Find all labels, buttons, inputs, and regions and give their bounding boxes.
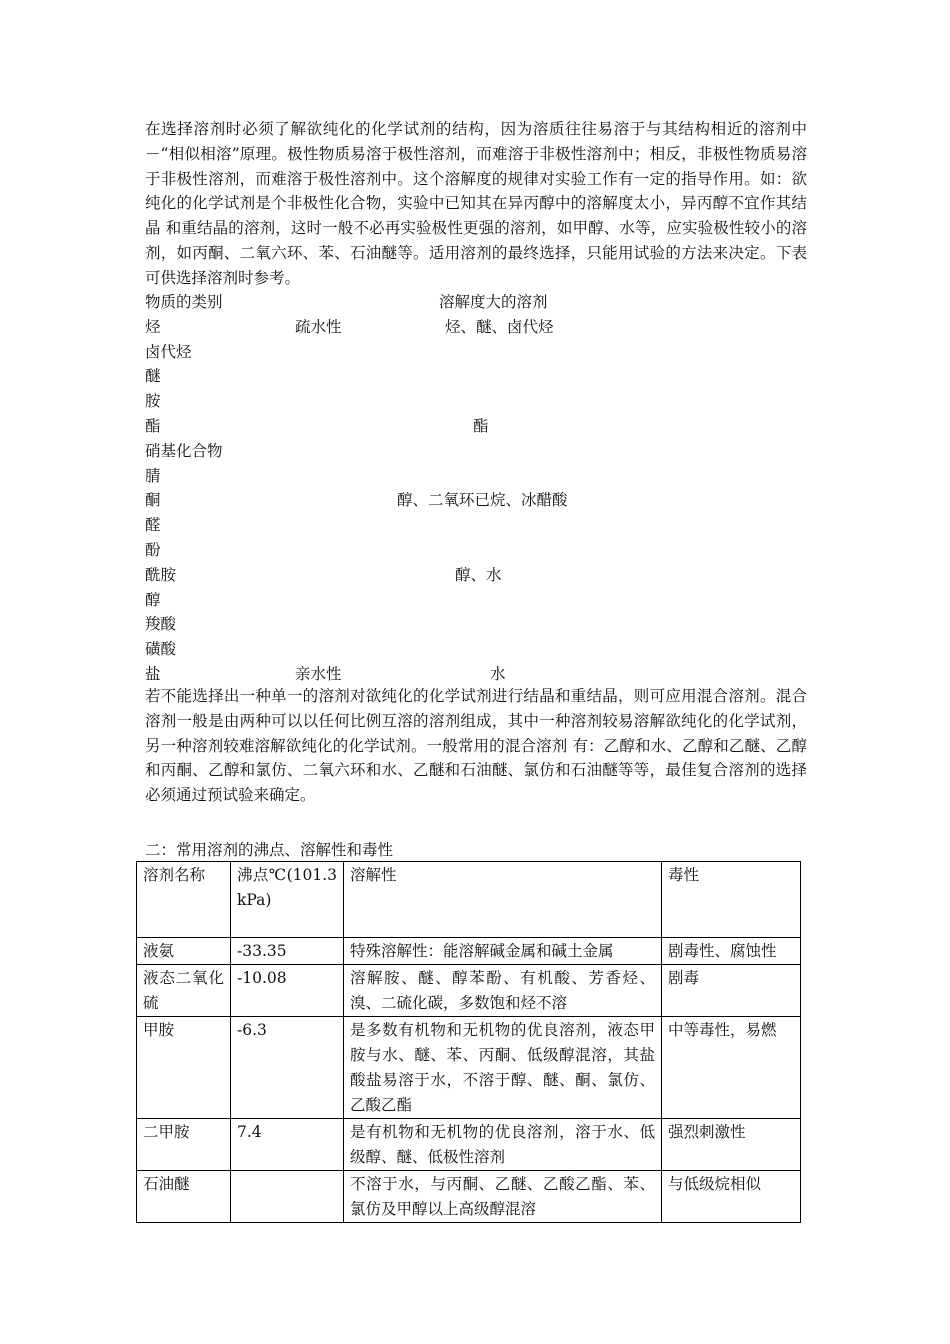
cell-boiling-point: -6.3: [231, 1017, 344, 1119]
cell-toxicity: 剧毒: [662, 965, 801, 1017]
cell-solubility: 不溶于水，与丙酮、乙醚、乙酸乙酯、苯、氯仿及甲醇以上高级醇混溶: [344, 1171, 662, 1223]
category: 盐: [145, 664, 161, 683]
list-item: [145, 563, 807, 588]
solvent: 酯: [473, 416, 489, 435]
header-solubility: 溶解性: [344, 862, 662, 938]
header-name: 溶剂名称: [137, 862, 231, 938]
list-item: [145, 315, 807, 340]
cell-toxicity: 与低级烷相似: [662, 1171, 801, 1223]
category: 醚: [145, 367, 161, 386]
solvent-header: 溶解度大的溶剂: [439, 293, 548, 311]
list-item: [145, 488, 807, 513]
list-item: [145, 364, 807, 389]
category: 醇: [145, 590, 161, 609]
category: 卤代烃: [145, 342, 192, 361]
list-item: [145, 389, 807, 414]
category: 酮: [145, 491, 161, 510]
header-toxicity: 毒性: [662, 862, 801, 938]
cell-toxicity: 中等毒性，易燃: [662, 1017, 801, 1119]
table-row: [137, 1017, 801, 1119]
cell-name: 液态二氧化硫: [137, 965, 231, 1017]
cell-boiling-point: -10.08: [231, 965, 344, 1017]
category: 酚: [145, 540, 161, 559]
cell-solubility: 溶解胺、醚、醇苯酚、有机酸、芳香烃、溴、二硫化碳，多数饱和烃不溶: [344, 965, 662, 1017]
solvent-selection-list: [145, 290, 807, 687]
cell-name: 二甲胺: [137, 1119, 231, 1171]
table-row: [137, 965, 801, 1017]
list-header: [145, 290, 807, 315]
solvent-properties-table: [136, 861, 801, 1223]
category-header: 物质的类别: [145, 293, 223, 311]
cell-name: 液氨: [137, 938, 231, 965]
category: 腈: [145, 466, 161, 485]
property: 疏水性: [295, 317, 342, 336]
solvent: 醇、水: [455, 565, 502, 584]
cell-boiling-point: [231, 1171, 344, 1223]
table-row: [137, 1119, 801, 1171]
table-header-row: [137, 862, 801, 938]
list-item: [145, 414, 807, 439]
mixed-solvent-paragraph: 若不能选择出一种单一的溶剂对欲纯化的化学试剂进行结晶和重结晶，则可应用混合溶剂。混合溶剂一般是由两种可以以任何比例互溶的溶剂组成，其中一种溶剂较易溶解欲纯化的化学试剂，另一种溶剂较难溶解欲纯化的化学试剂。一般常用的混合溶剂 有：乙醇和水、乙醇和乙醚、乙醇和丙酮、乙醇和氯仿、二氧六环和水、乙醚和石油醚、氯仿和石油醚等等，最佳复合溶剂的选择必须通过预试验来确定。: [145, 687, 807, 805]
list-item: [145, 538, 807, 563]
solvent: 水: [490, 664, 506, 683]
list-item: [145, 340, 807, 365]
list-item: [145, 612, 807, 637]
table-row: [137, 1171, 801, 1223]
list-item: [145, 439, 807, 464]
category: 醛: [145, 516, 161, 535]
category: 酯: [145, 416, 161, 435]
list-item: [145, 588, 807, 613]
cell-boiling-point: -33.35: [231, 938, 344, 965]
list-item: [145, 513, 807, 538]
section-title: 二：常用溶剂的沸点、溶解性和毒性: [145, 841, 394, 859]
category: 胺: [145, 392, 161, 411]
intro-paragraph: 在选择溶剂时必须了解欲纯化的化学试剂的结构，因为溶质往往易溶于与其结构相近的溶剂中－“相似相溶”原理。极性物质易溶于极性溶剂，而难溶于非极性溶剂中；相反，非极性物质易溶于非极性溶剂，而难溶于极性溶剂中。这个溶解度的规律对实验工作有一定的指导作用。如：欲纯化的化学试剂是个非极性化合物，实验中已知其在异丙醇中的溶解度太小，异丙醇不宜作其结晶 和重结晶的溶剂，这时一般不必再实验极性更强的溶剂，如甲醇、水等，应实验极性较小的溶剂，如丙酮、二氧六环、苯、石油醚等。适用溶剂的最终选择，只能用试验的方法来决定。下表可供选择溶剂时参考。: [145, 120, 807, 287]
cell-name: 甲胺: [137, 1017, 231, 1119]
cell-toxicity: 强烈刺激性: [662, 1119, 801, 1171]
category: 磺酸: [145, 640, 177, 659]
cell-solubility: 特殊溶解性：能溶解碱金属和碱土金属: [344, 938, 662, 965]
property: 亲水性: [295, 664, 342, 683]
category: 烃: [145, 317, 161, 336]
table-row: [137, 938, 801, 965]
category: 硝基化合物: [145, 441, 223, 460]
solvent: 烃、醚、卤代烃: [445, 317, 554, 336]
category: 酰胺: [145, 565, 177, 584]
solvent: 醇、二氧环已烷、冰醋酸: [397, 491, 568, 510]
category: 羧酸: [145, 615, 177, 634]
list-item: [145, 464, 807, 489]
cell-solubility: 是有机物和无机物的优良溶剂，溶于水、低级醇、醚、低极性溶剂: [344, 1119, 662, 1171]
list-item: [145, 637, 807, 662]
cell-solubility: 是多数有机物和无机物的优良溶剂，液态甲胺与水、醚、苯、丙酮、低级醇混溶，其盐酸盐易溶于水，不溶于醇、醚、酮、氯仿、乙酸乙酯: [344, 1017, 662, 1119]
cell-toxicity: 剧毒性、腐蚀性: [662, 938, 801, 965]
header-boiling-point: 沸点℃(101.3kPa): [231, 862, 344, 938]
cell-name: 石油醚: [137, 1171, 231, 1223]
cell-boiling-point: 7.4: [231, 1119, 344, 1171]
